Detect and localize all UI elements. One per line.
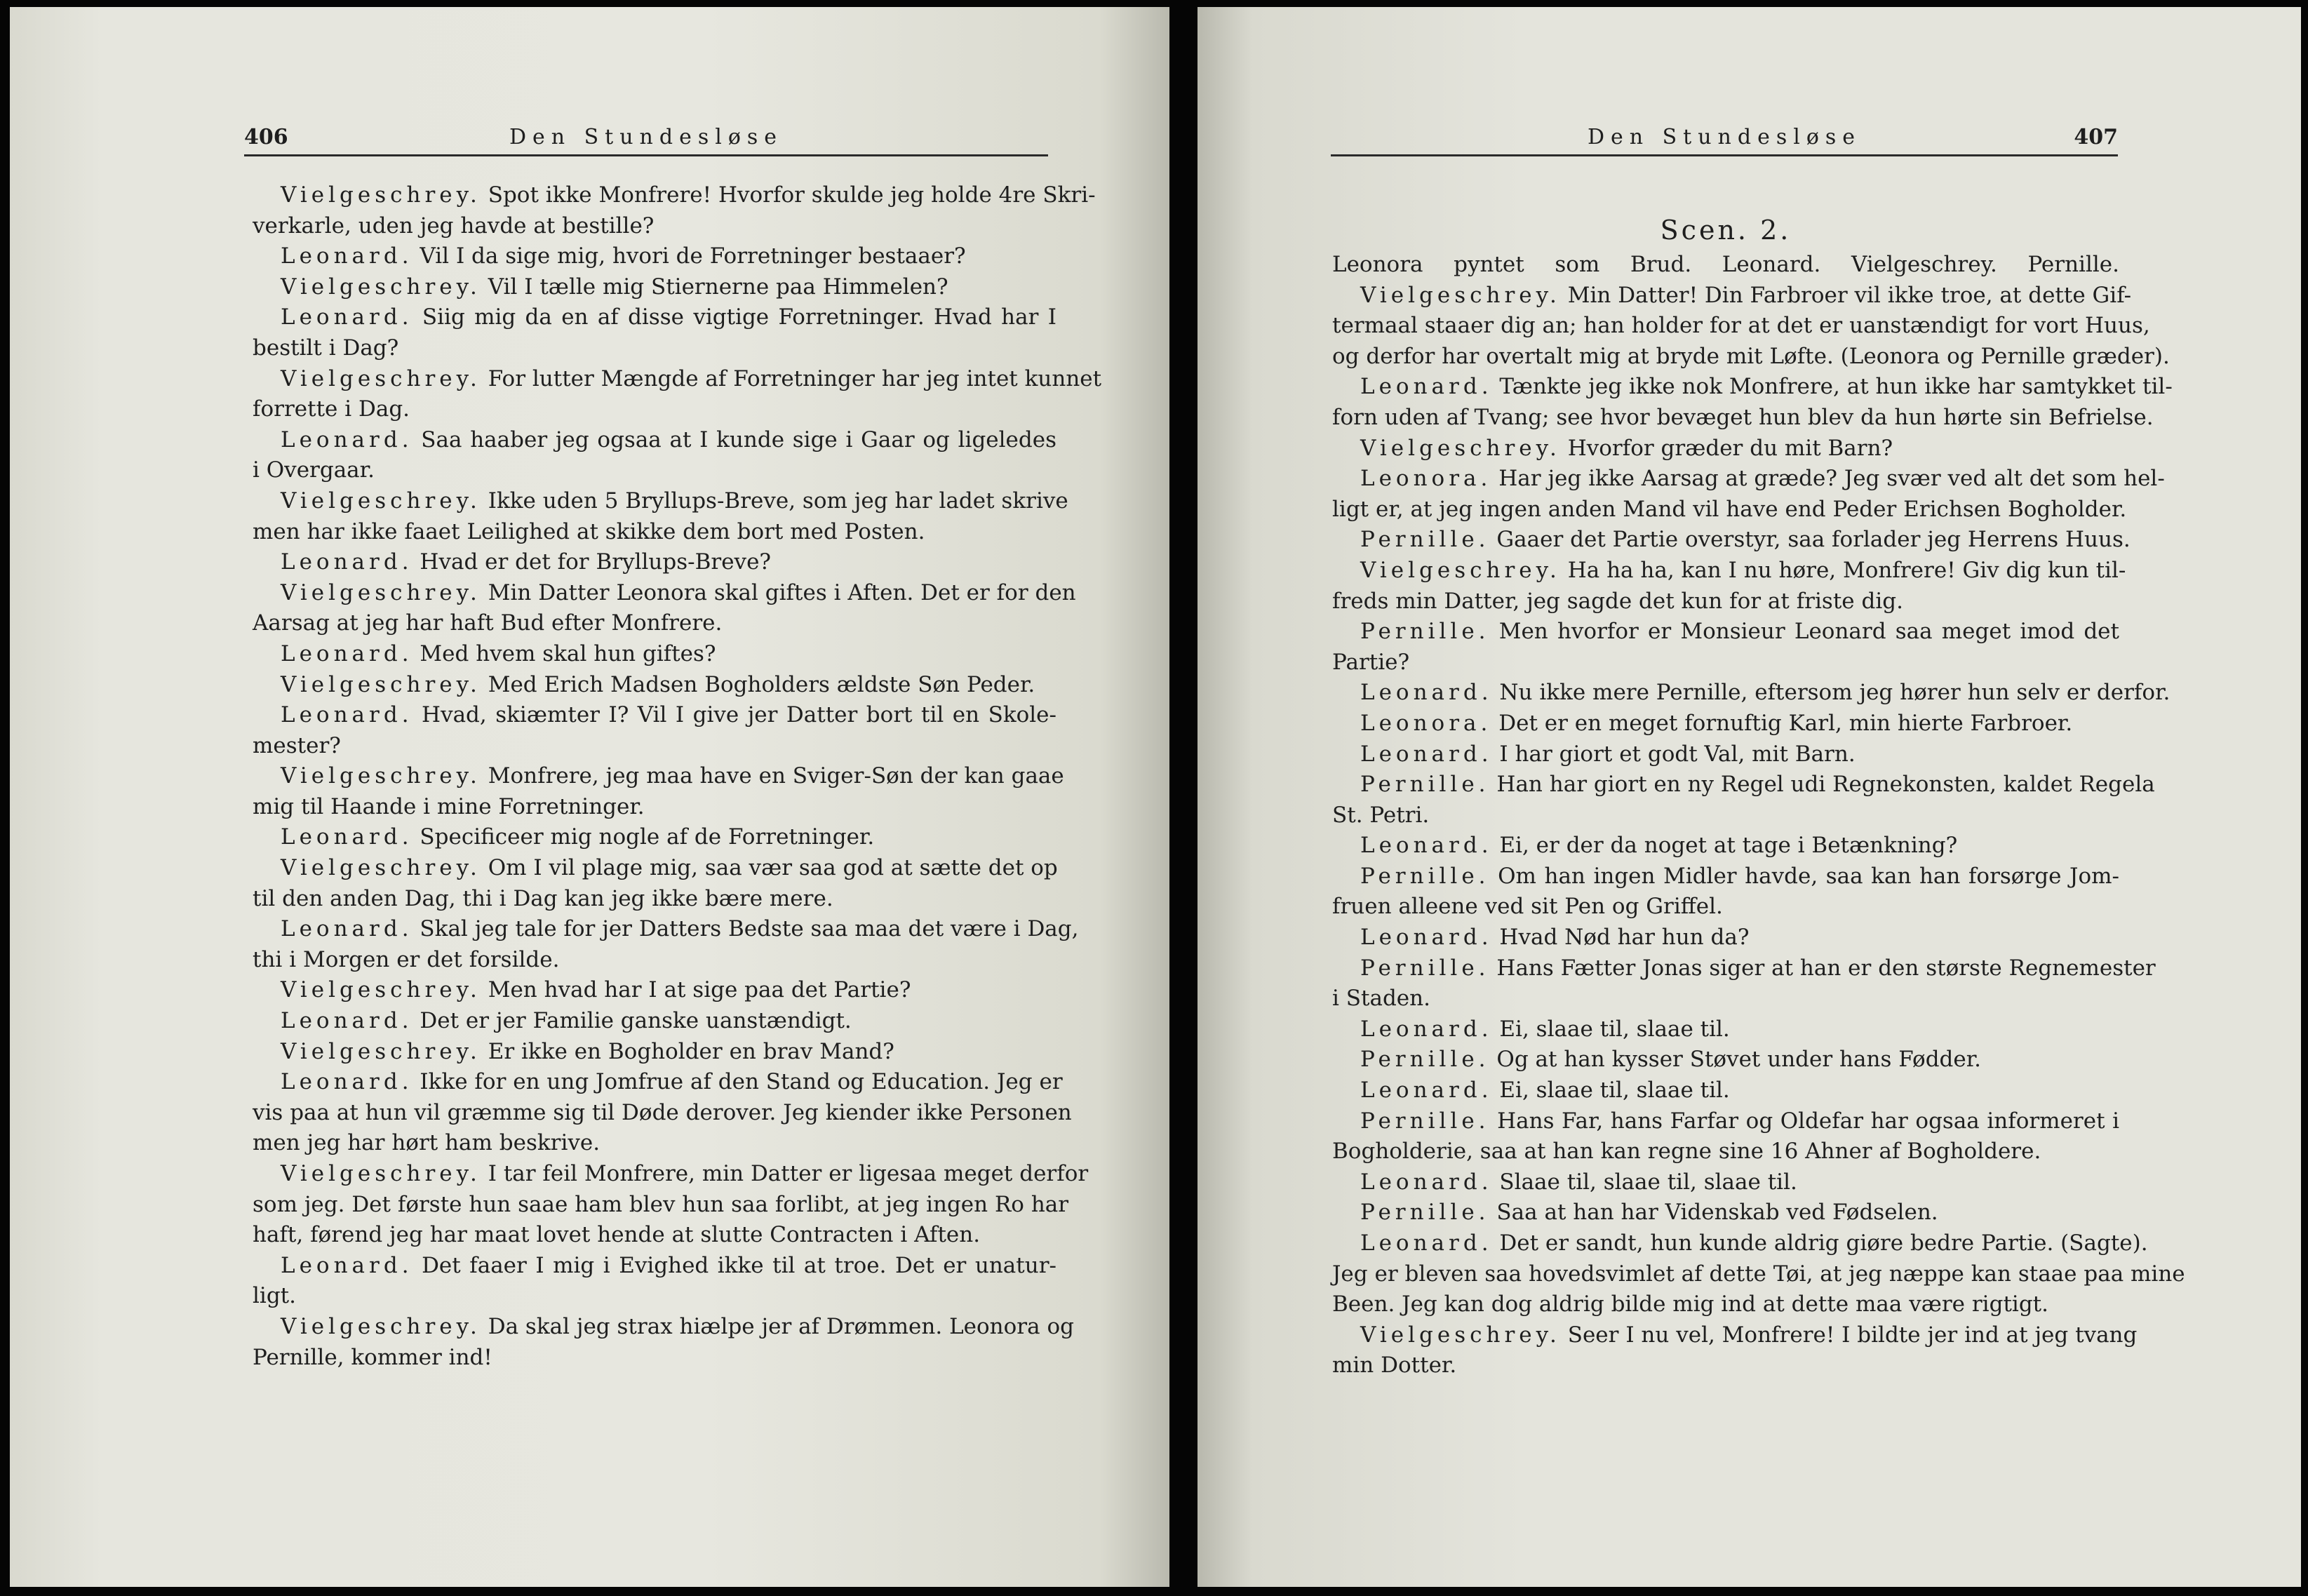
text-line [253, 486, 1068, 517]
text-line [253, 455, 1056, 486]
text-line [253, 1159, 1089, 1190]
text-line [253, 547, 1056, 578]
line-text: thi i Morgen er det forsilde. [253, 946, 560, 972]
page-body [253, 180, 1102, 1373]
line-text: I tar feil Monfrere, min Datter er ligesaa meget derfor [488, 1161, 1089, 1186]
speaker-name: Pernille. [1360, 1200, 1490, 1226]
line-text: Saa at han har Videnskab ved Fødselen. [1496, 1200, 1938, 1226]
line-text: Slaae til, slaae til, slaae til. [1499, 1169, 1797, 1195]
speaker-name: Vielgeschrey. [281, 579, 481, 605]
text-line [1332, 831, 2119, 861]
page-number: 406 [244, 125, 288, 149]
text-line [1332, 311, 2150, 342]
text-line [1332, 1320, 2138, 1351]
text-line [253, 333, 1056, 364]
line-text: Ikke uden 5 Bryllups-Breve, som jeg har ladet skrive [488, 488, 1068, 514]
speaker-name: Leonard. [281, 1252, 413, 1278]
text-line [253, 1037, 1056, 1068]
speaker-name: Pernille. [1360, 863, 1490, 889]
text-line [253, 1312, 1074, 1343]
scene-title: Scen. 2. [1660, 215, 1792, 246]
speaker-name: Leonard. [281, 824, 413, 850]
line-text: i Staden. [1332, 986, 1430, 1012]
text-line [1332, 1198, 2119, 1228]
line-text: Vil I da sige mig, hvori de Forretninger bestaaer? [420, 243, 966, 269]
text-line [1332, 678, 2171, 709]
text-line [1332, 770, 2155, 800]
line-text: ligt. [253, 1283, 296, 1309]
line-text: Saa haaber jeg ogsaa at I kunde sige i Gaar og ligeledes [421, 427, 1057, 452]
page-header [244, 119, 1048, 156]
text-line [253, 211, 1056, 242]
speaker-name: Leonard. [1360, 680, 1493, 706]
line-text: Men hvad har I at sige paa det Partie? [488, 977, 911, 1003]
line-text: Aarsag at jeg har haft Bud efter Monfrere. [253, 610, 723, 636]
line-text: Hans Fætter Jonas siger at han er den største Regnemester [1496, 955, 2156, 981]
line-text: Hvad Nød har hun da? [1499, 925, 1750, 951]
speaker-name: Vielgeschrey. [281, 855, 481, 881]
text-line [253, 945, 1056, 976]
line-text: Ei, er der da noget at tage i Betænkning? [1499, 833, 1958, 859]
speaker-name: Pernille. [1360, 955, 1490, 981]
line-text: Med hvem skal hun giftes? [420, 641, 716, 666]
speaker-name: Vielgeschrey. [281, 1161, 481, 1186]
line-text: Min Datter! Din Farbroer vil ikke troe, at dette Gif- [1567, 282, 2132, 308]
text-line [1332, 464, 2165, 495]
line-text: Ikke for en ung Jomfrue af den Stand og Education. Jeg er [420, 1069, 1063, 1095]
text-line [1332, 1289, 2119, 1320]
line-text: Om I vil plage mig, saa vær saa god at sætte det op [488, 855, 1058, 881]
speaker-name: Leonard. [281, 702, 413, 728]
line-text: Ei, slaae til, slaae til. [1499, 1016, 1730, 1042]
line-text: Partie? [1332, 649, 1410, 675]
text-line [1332, 250, 2119, 281]
text-line [1332, 1228, 2148, 1259]
speaker-name: Vielgeschrey. [281, 366, 481, 391]
speaker-name: Vielgeschrey. [281, 1313, 481, 1339]
line-text: Seer I nu vel, Monfrere! I bildte jer ind at jeg tvang [1567, 1322, 2138, 1348]
line-text: som jeg. Det første hun saae ham blev hun saa forlibt, at jeg ingen Ro har [253, 1191, 1069, 1217]
speaker-name: Leonard. [1360, 925, 1493, 951]
text-line [253, 608, 1056, 639]
speaker-name: Leonard. [1360, 1078, 1493, 1104]
line-text: min Dotter. [1332, 1353, 1457, 1379]
text-line [1332, 709, 2119, 739]
speaker-name: Vielgeschrey. [281, 977, 481, 1003]
speaker-name: Vielgeschrey. [281, 1038, 481, 1064]
speaker-name: Leonard. [281, 304, 413, 330]
page-body [1332, 215, 2185, 1381]
speaker-name: Leonard. [1360, 833, 1493, 859]
speaker-name: Pernille. [1360, 772, 1490, 798]
text-line [1332, 372, 2173, 403]
text-line [1332, 556, 2126, 586]
line-text: Det er jer Familie ganske uanstændigt. [420, 1008, 852, 1034]
line-text: Og at han kysser Støvet under hans Fødder. [1496, 1047, 1981, 1073]
line-text: Har jeg ikke Aarsag at græde? Jeg svær ved alt det som hel- [1498, 466, 2165, 492]
speaker-name: Leonard. [281, 549, 413, 575]
text-line [253, 1098, 1072, 1129]
speaker-name: Leonora. [1360, 466, 1492, 492]
speaker-name: Leonard. [1360, 374, 1493, 400]
speaker-name: Leonard. [1360, 741, 1493, 767]
line-text: og derfor har overtalt mig at bryde mit Løfte. (Leonora og Pernille græder). [1332, 343, 2170, 369]
line-text: Men hvorfor er Monsieur Leonard saa meget imod det [1498, 619, 2119, 645]
speaker-name: Pernille. [1360, 527, 1490, 553]
text-line [1332, 984, 2119, 1014]
line-text: Det faaer I mig i Evighed ikke til at troe. Det er unatur- [422, 1252, 1056, 1278]
text-line [253, 761, 1064, 792]
text-line [1332, 1014, 2119, 1045]
line-text: Spot ikke Monfrere! Hvorfor skulde jeg holde 4re Skri- [488, 182, 1096, 208]
speaker-name: Pernille. [1360, 1047, 1490, 1073]
text-line [253, 302, 1056, 333]
text-line [253, 884, 1056, 915]
line-text: mig til Haande i mine Forretninger. [253, 793, 645, 819]
speaker-name: Leonard. [1360, 1230, 1493, 1256]
page-number: 407 [2074, 125, 2118, 149]
speaker-name: Vielgeschrey. [1360, 435, 1561, 461]
text-line [1332, 495, 2127, 525]
text-line [253, 578, 1076, 609]
speaker-name: Leonard. [281, 243, 413, 269]
text-line [253, 272, 1056, 303]
line-text: Pernille, kommer ind! [253, 1344, 492, 1370]
text-line [253, 517, 1056, 548]
text-line [253, 670, 1056, 701]
line-text: til den anden Dag, thi i Dag kan jeg ikke bære mere. [253, 885, 833, 911]
text-line [1332, 342, 2170, 373]
line-text: Gaaer det Partie overstyr, saa forlader jeg Herrens Huus. [1496, 527, 2131, 553]
text-line [253, 975, 1056, 1006]
line-text: men jeg har hørt ham beskrive. [253, 1130, 601, 1156]
line-text: St. Petri. [1332, 802, 1430, 828]
text-line [1332, 586, 2119, 617]
text-line [1332, 1350, 2119, 1381]
line-text: Er ikke en Bogholder en brav Mand? [488, 1038, 894, 1064]
text-line [1332, 1075, 2119, 1106]
line-text: Da skal jeg strax hiælpe jer af Drømmen. Leonora og [488, 1313, 1074, 1339]
text-line [253, 1281, 1056, 1312]
speaker-name: Vielgeschrey. [281, 488, 481, 514]
line-text: verkarle, uden jeg havde at bestille? [253, 213, 655, 239]
text-line [253, 792, 1056, 823]
text-line [1332, 617, 2119, 648]
speaker-name: Vielgeschrey. [1360, 1322, 1561, 1348]
text-line [253, 241, 1056, 272]
text-line [1332, 1136, 2119, 1167]
speaker-name: Leonard. [281, 1008, 413, 1034]
line-text: termaal staaer dig an; han holder for at det er uanstændigt for vort Huus, [1332, 313, 2150, 339]
line-text: Been. Jeg kan dog aldrig bilde mig ind at dette maa være rigtigt. [1332, 1292, 2048, 1317]
text-line [1332, 1167, 2119, 1198]
speaker-name: Vielgeschrey. [281, 182, 481, 208]
line-text: i Overgaar. [253, 457, 375, 483]
text-line [1332, 861, 2119, 892]
line-text: Vil I tælle mig Stiernerne paa Himmelen? [488, 274, 948, 300]
line-text: For lutter Mængde af Forretninger har jeg intet kunnet [488, 366, 1102, 391]
text-line [1332, 923, 2119, 953]
speaker-name: Vielgeschrey. [281, 763, 481, 789]
line-text: haft, førend jeg har maat lovet hende at slutte Contracten i Aften. [253, 1222, 981, 1248]
speaker-name: Vielgeschrey. [1360, 557, 1561, 583]
line-text: Ha ha ha, kan I nu høre, Monfrere! Giv dig kun til- [1567, 557, 2126, 583]
text-line [253, 1067, 1063, 1098]
speaker-name: Leonard. [281, 916, 413, 942]
line-text: Tænkte jeg ikke nok Monfrere, at hun ikke har samtykket til- [1499, 374, 2173, 400]
line-text: Nu ikke mere Pernille, eftersom jeg hører hun selv er derfor. [1499, 680, 2171, 706]
line-text: I har giort et godt Val, mit Barn. [1499, 741, 1856, 767]
text-line [1332, 892, 2119, 923]
speaker-name: Pernille. [1360, 619, 1490, 645]
text-line [1332, 739, 2119, 770]
text-line [1332, 403, 2154, 434]
text-line [253, 1220, 1056, 1251]
left-page [10, 7, 1169, 1587]
page-header [1331, 119, 2118, 156]
text-line [253, 425, 1056, 456]
speaker-name: Leonard. [281, 1069, 413, 1095]
line-text: freds min Datter, jeg sagde det kun for at friste dig. [1332, 588, 1903, 614]
line-text: men har ikke faaet Leilighed at skikke dem bort med Posten. [253, 518, 925, 544]
text-line [1332, 1045, 2119, 1075]
line-text: Hvad er det for Bryllups-Breve? [420, 549, 772, 575]
right-page [1197, 7, 2301, 1587]
speaker-name: Vielgeschrey. [281, 274, 481, 300]
text-line [253, 639, 1056, 670]
line-text: Om han ingen Midler havde, saa kan han forsørge Jom- [1498, 863, 2119, 889]
line-text: Hvorfor græder du mit Barn? [1567, 435, 1893, 461]
line-text: Leonora pyntet som Brud. Leonard. Vielgeschrey. Pernille. [1332, 252, 2119, 277]
text-line [253, 180, 1096, 211]
text-line [253, 822, 1056, 853]
text-line [253, 1251, 1056, 1282]
line-text: Hans Far, hans Farfar og Oldefar har ogsaa informeret i [1497, 1108, 2120, 1134]
line-text: forn uden af Tvang; see hvor bevæget hun blev da hun hørte sin Befrielse. [1332, 404, 2154, 430]
speaker-name: Pernille. [1360, 1108, 1490, 1134]
line-text: vis paa at hun vil græmme sig til Døde derover. Jeg kiender ikke Personen [253, 1099, 1072, 1125]
line-text: Det er sandt, hun kunde aldrig giøre bedre Partie. (Sagte). [1499, 1230, 2148, 1256]
line-text: Siig mig da en af disse vigtige Forretninger. Hvad har I [422, 304, 1056, 330]
text-line [253, 700, 1056, 731]
text-line [253, 731, 1056, 762]
line-text: Med Erich Madsen Bogholders ældste Søn Peder. [488, 671, 1035, 697]
text-line [253, 1190, 1069, 1221]
text-line [253, 364, 1102, 395]
text-line [1332, 800, 2119, 831]
line-text: forrette i Dag. [253, 396, 410, 422]
text-line [253, 1006, 1056, 1037]
text-line [1332, 525, 2131, 556]
line-text: Monfrere, jeg maa have en Sviger-Søn der kan gaae [488, 763, 1064, 789]
line-text: bestilt i Dag? [253, 335, 399, 361]
text-line [253, 1343, 1056, 1374]
speaker-name: Leonard. [1360, 1169, 1493, 1195]
line-text: fruen alleene ved sit Pen og Griffel. [1332, 894, 1723, 920]
text-line [1332, 1259, 2185, 1290]
line-text: mester? [253, 732, 341, 758]
line-text: Ei, slaae til, slaae til. [1499, 1078, 1730, 1104]
text-line [1332, 281, 2132, 311]
line-text: Skal jeg tale for jer Datters Bedste saa maa det være i Dag, [420, 916, 1079, 942]
line-text: Bogholderie, saa at han kan regne sine 16 Ahner af Bogholdere. [1332, 1139, 2041, 1165]
line-text: Jeg er bleven saa hovedsvimlet af dette Tøi, at jeg næppe kan staae paa mine [1332, 1261, 2185, 1287]
line-text: Min Datter Leonora skal giftes i Aften. Det er for den [488, 579, 1076, 605]
speaker-name: Leonard. [281, 641, 413, 666]
text-line [1332, 1106, 2119, 1137]
speaker-name: Leonard. [281, 427, 413, 452]
running-title: Den Stundesløse [509, 125, 784, 149]
speaker-name: Leonora. [1360, 710, 1492, 736]
line-text: Specificeer mig nogle af de Forretninger. [420, 824, 875, 850]
line-text: Hvad, skiæmter I? Vil I give jer Datter bort til en Skole- [422, 702, 1056, 728]
text-line [1332, 434, 2119, 464]
speaker-name: Vielgeschrey. [1360, 282, 1561, 308]
text-line [1332, 648, 2119, 678]
running-title: Den Stundesløse [1587, 125, 1862, 149]
text-line [253, 914, 1079, 945]
speaker-name: Vielgeschrey. [281, 671, 481, 697]
line-text: Han har giort en ny Regel udi Regnekonsten, kaldet Regela [1496, 772, 2155, 798]
line-text: ligt er, at jeg ingen anden Mand vil have end Peder Erichsen Bogholder. [1332, 496, 2127, 522]
text-line [253, 853, 1056, 884]
speaker-name: Leonard. [1360, 1016, 1493, 1042]
text-line [1332, 953, 2156, 984]
text-line [253, 1128, 1056, 1159]
text-line [253, 394, 1056, 425]
line-text: Det er en meget fornuftig Karl, min hierte Farbroer. [1498, 710, 2073, 736]
